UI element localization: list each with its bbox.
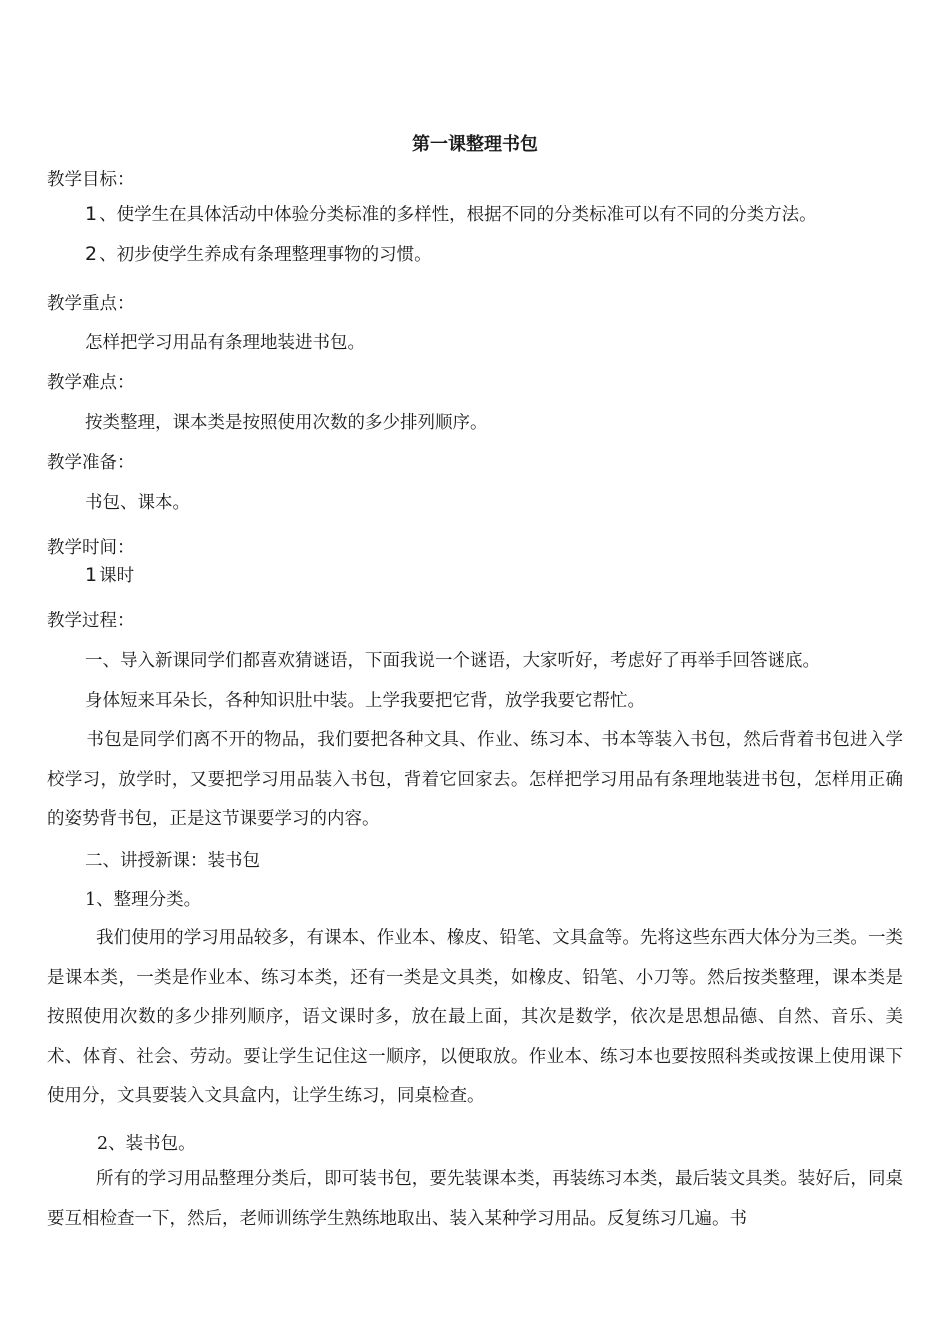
focus-text: 怎样把学习用品有条理地装进书包。 bbox=[85, 333, 365, 353]
time-number: 1 bbox=[85, 564, 98, 586]
goal-item-1 bbox=[85, 202, 817, 227]
prep-heading: 教学准备： bbox=[47, 453, 135, 473]
goal-item-2 bbox=[85, 242, 432, 267]
process-heading: 教学过程： bbox=[47, 611, 135, 631]
step-1-heading: 1、整理分类。 bbox=[85, 890, 202, 910]
process-riddle: 身体短来耳朵长，各种知识肚中装。上学我要把它背，放学我要它帮忙。 bbox=[85, 691, 645, 711]
time-text: 课时 bbox=[99, 566, 135, 586]
document-title: 第一课整理书包 bbox=[412, 134, 538, 155]
goal-1-text: 、使学生在具体活动中体验分类标准的多样性，根据不同的分类标准可以有不同的分类方法。 bbox=[99, 205, 817, 225]
step-2-paragraph: 所有的学习用品整理分类后，即可装书包，要先装课本类，再装练习本类，最后装文具类。装好后，同桌要互相检查一下，然后，老师训练学生熟练地取出、装入某种学习用品。反复练习几遍。书 bbox=[47, 1169, 903, 1229]
time-heading: 教学时间： bbox=[47, 538, 135, 558]
goal-2-text: 、初步使学生养成有条理整理事物的习惯。 bbox=[99, 245, 432, 265]
time-line bbox=[85, 563, 134, 588]
goal-2-number: 2 bbox=[85, 243, 98, 265]
goal-1-number: 1 bbox=[85, 203, 98, 225]
prep-text: 书包、课本。 bbox=[85, 493, 190, 513]
section-heading-new-lesson: 二、讲授新课：装书包 bbox=[85, 851, 260, 871]
step-2-heading: 2、装书包。 bbox=[97, 1134, 196, 1154]
difficulty-text: 按类整理，课本类是按照使用次数的多少排列顺序。 bbox=[85, 413, 488, 433]
goals-heading: 教学目标： bbox=[47, 170, 135, 190]
process-paragraph-3: 书包是同学们离不开的物品，我们要把各种文具、作业、练习本、书本等装入书包，然后背着书包进入学校学习，放学时，又要把学习用品装入书包，背着它回家去。怎样把学习用品有条理地装进书包，怎样用正确的姿势背书包，正是这节课要学习的内容。 bbox=[47, 730, 903, 829]
focus-heading: 教学重点： bbox=[47, 294, 135, 314]
step-1-paragraph: 我们使用的学习用品较多，有课本、作业本、橡皮、铅笔、文具盒等。先将这些东西大体分为三类。一类是课本类，一类是作业本、练习本类，还有一类是文具类，如橡皮、铅笔、小刀等。然后按类整理，课本类是按照使用次数的多少排列顺序，语文课时多，放在最上面，其次是数学，依次是思想品德、自然、音乐、美术、体育、社会、劳动。要让学生记住这一顺序，以便取放。作业本、练习本也要按照科类或按课上使用课下使用分，文具要装入文具盒内，让学生练习，同桌检查。 bbox=[47, 928, 903, 1106]
difficulty-heading: 教学难点： bbox=[47, 373, 135, 393]
process-paragraph-1: 一、导入新课同学们都喜欢猜谜语，下面我说一个谜语，大家听好，考虑好了再举手回答谜底。 bbox=[85, 651, 820, 671]
